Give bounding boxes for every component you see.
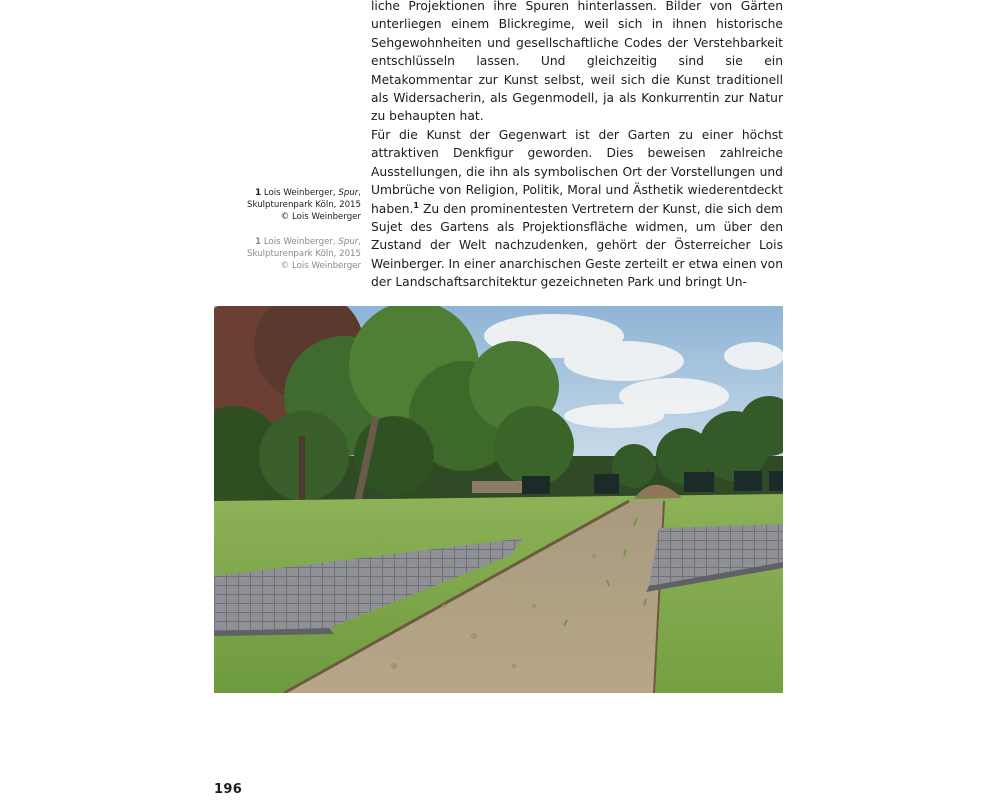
footnote-marker: 1 <box>413 200 419 210</box>
figure-caption-faded <box>214 236 361 273</box>
paragraph-2-text-b: Zu den prominentesten Vertretern der Kunst, die sich dem Sujet des Gartens als Projektionsfläche widmen, um über den Zustand der Welt nachzudenken, gehört der Österreicher Lois Weinberger. In einer anarchischen Geste zerteilt er etwa einen von der Landschaftsarchitektur gezeichneten Park und bringt Un- <box>371 201 783 290</box>
caption-number: 1 <box>255 237 262 247</box>
caption-comma: , <box>358 237 361 247</box>
page-number: 196 <box>214 782 243 797</box>
caption-artist: Lois Weinberger, <box>263 188 339 198</box>
caption-comma: , <box>358 188 361 198</box>
caption-credit: © Lois Weinberger <box>280 212 361 223</box>
park-trench-photograph <box>214 306 783 693</box>
caption-credit: © Lois Weinberger <box>280 261 361 272</box>
body-paragraph-2 <box>371 126 783 292</box>
caption-place: Skulpturenpark Köln, 2015 <box>247 200 361 211</box>
figure-caption <box>214 187 361 224</box>
caption-title: Spur <box>338 188 359 198</box>
caption-title: Spur <box>338 237 359 247</box>
caption-number: 1 <box>255 188 262 198</box>
caption-artist: Lois Weinberger, <box>263 237 339 247</box>
paragraph-2-text-a: Für die Kunst der Gegenwart ist der Garten zu einer höchst attraktiven Denkfigur geworden. Dies beweisen zahlreiche Ausstellungen, die ihn als symbolischen Ort der Vorstellungen und Umbrüche von Religion, Politik, Moral und Ästhetik wiederentdeckt haben. <box>371 128 783 216</box>
body-paragraph-1: liche Projektionen ihre Spuren hinterlassen. Bilder von Gärten unterliegen einem Blickregime, weil sich in ihnen historische Sehgewohnheiten und gesellschaftliche Codes der Verstehbarkeit entschlüsseln lassen. Und gleichzeitig sind sie ein Metakommentar zur Kunst selbst, weil sich die Kunst traditionell als Widersacherin, als Gegenmodell, ja als Konkurrentin zur Natur zu behaupten hat. <box>371 0 783 124</box>
caption-place: Skulpturenpark Köln, 2015 <box>247 249 361 260</box>
